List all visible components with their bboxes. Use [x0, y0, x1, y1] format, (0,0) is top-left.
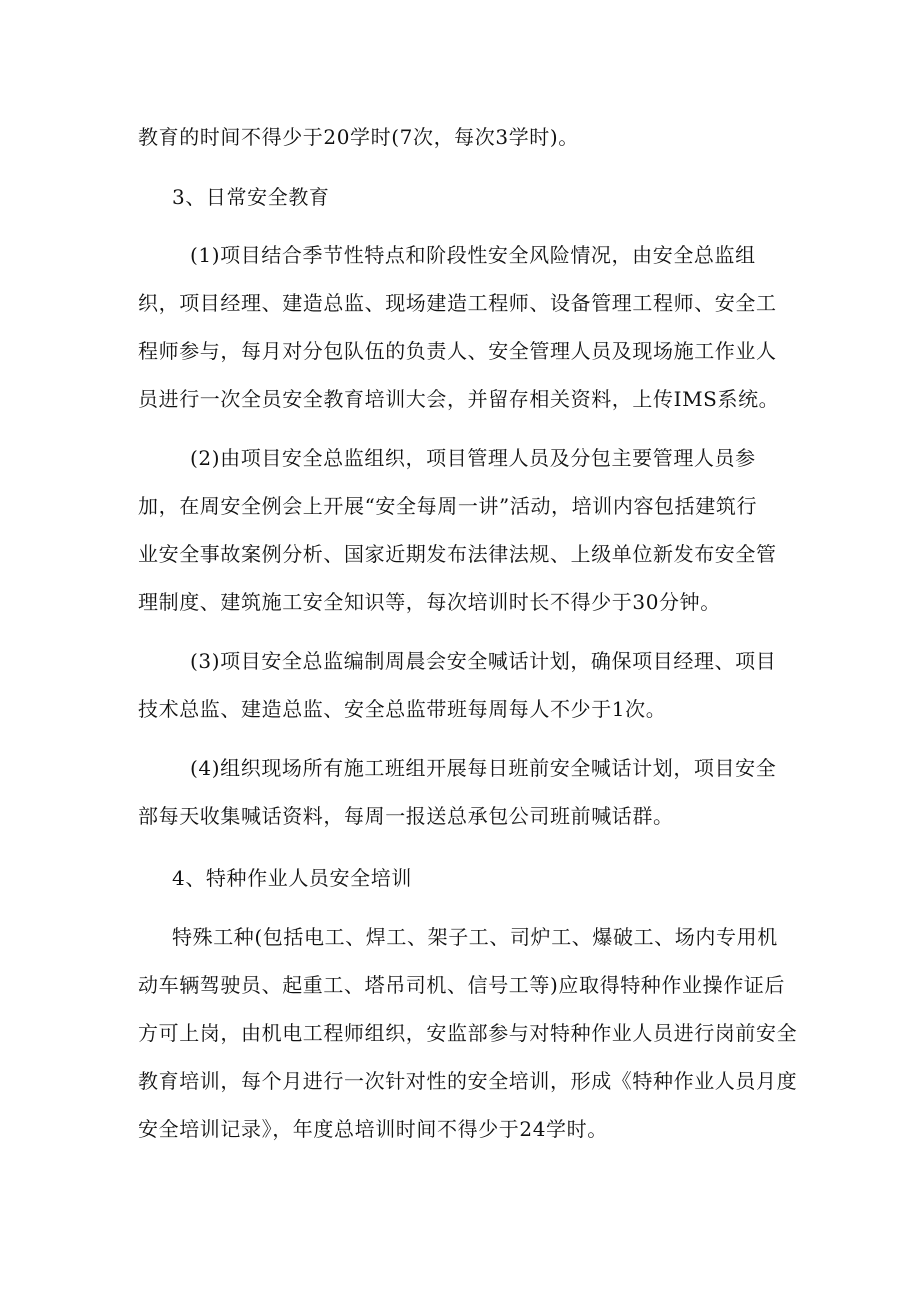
text-line: 员进行一次全员安全教育培训大会，并留存相关资料，上传IMS系统。 [138, 387, 780, 411]
section-heading: 3、日常安全教育 [172, 185, 330, 209]
text-line: 部每天收集喊话资料，每周一报送总承包公司班前喊话群。 [138, 804, 674, 828]
text-line: 特殊工种(包括电工、焊工、架子工、司炉工、爆破工、场内专用机 [172, 925, 778, 949]
text-line: 程师参与，每月对分包队伍的负责人、安全管理人员及现场施工作业人 [138, 339, 777, 363]
text-line: 教育培训，每个月进行一次针对性的安全培训，形成《特种作业人员月度 [138, 1069, 798, 1093]
text-line: (2)由项目安全总监组织，项目管理人员及分包主要管理人员参 [190, 446, 756, 470]
text-line: (1)项目结合季节性特点和阶段性安全风险情况，由安全总监组 [190, 243, 756, 267]
text-line: 动车辆驾驶员、起重工、塔吊司机、信号工等)应取得特种作业操作证后 [138, 973, 786, 997]
section-heading: 4、特种作业人员安全培训 [172, 866, 412, 890]
text-line: 业安全事故案例分析、国家近期发布法律法规、上级单位新发布安全管 [138, 542, 777, 566]
text-line: 教育的时间不得少于20学时(7次，每次3学时)。 [138, 125, 579, 149]
text-line: 技术总监、建造总监、安全总监带班每周每人不少于1次。 [138, 697, 667, 721]
text-line: 加，在周安全例会上开展“安全每周一讲”活动，培训内容包括建筑行 [138, 494, 758, 518]
text-line: (4)组织现场所有施工班组开展每日班前安全喊话计划，项目安全 [190, 756, 777, 780]
text-line: 理制度、建筑施工安全知识等，每次培训时长不得少于30分钟。 [138, 590, 721, 614]
text-line: 方可上岗，由机电工程师组织，安监部参与对特种作业人员进行岗前安全 [138, 1021, 798, 1045]
text-line: (3)项目安全总监编制周晨会安全喊话计划，确保项目经理、项目 [190, 649, 777, 673]
text-line: 织，项目经理、建造总监、现场建造工程师、设备管理工程师、安全工 [138, 291, 777, 315]
text-line: 安全培训记录》，年度总培训时间不得少于24学时。 [138, 1117, 608, 1141]
